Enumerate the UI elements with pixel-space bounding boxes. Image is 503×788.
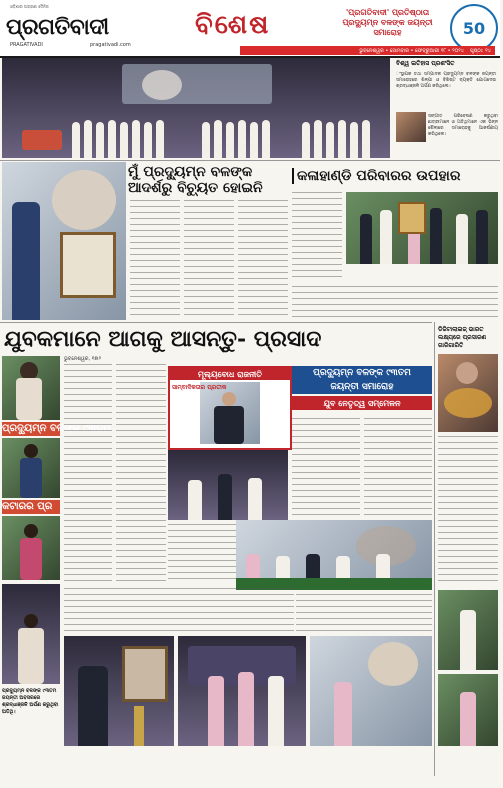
divider xyxy=(434,322,435,788)
lamp-lighting-photo xyxy=(64,636,174,746)
story3-body-col7 xyxy=(296,594,432,632)
logo-subtitle: PRAGATIVADI xyxy=(10,42,43,48)
award-photo xyxy=(346,192,498,264)
portrait-dance-photo xyxy=(310,636,432,746)
bottom-left-caption: ପ୍ରଦ୍ୟୁମ୍ନ ବଳଙ୍କ ୯୩ତମ ଜୟନ୍ତୀ ଅବସରରେ ଶ୍ରଦ୍ଧାଞ୍ଜଳି ଅର୍ପଣ କରୁଥିବା ଅତିଥି। xyxy=(2,688,59,715)
flower-speaker-photo xyxy=(2,356,60,420)
divider xyxy=(0,160,500,161)
masthead-tagline: ଓଡ଼ିଶାର ଅଗ୍ରଣୀ ଦୈନିକ xyxy=(10,4,49,9)
stage-banner: ପ୍ରଦ୍ୟୁମ୍ନ ବଳଙ୍କ ୯୩ତମ xyxy=(2,423,111,434)
dateline-bar xyxy=(240,46,495,55)
guest-portrait xyxy=(396,112,426,142)
sidebar-photo-3 xyxy=(438,674,498,746)
divider xyxy=(0,322,432,323)
value-box-subtitle: ସାମ୍ବାଦିକତାର ପ୍ରତୀକ xyxy=(172,384,227,391)
sidebar-photo-2 xyxy=(438,590,498,670)
top-right-title: ବିଶ୍ୱ ଇତିହାସ ପ୍ରଶଂସିତ xyxy=(396,60,455,67)
story3-body-col2 xyxy=(116,364,166,584)
dateline-date: ଭୁବନେଶ୍ୱର • ସୋମବାର • ଫେବ୍ରୁଆରୀ ୧୮ • ୨୦୨୪ xyxy=(359,47,464,54)
sidebar-body xyxy=(438,436,498,586)
story3-body-col6 xyxy=(64,588,294,632)
top-right-body: ଂସ୍ଥାପକ ତଥା ସମ୍ପାଦକ ପ୍ରଦ୍ୟୁମ୍ନ ବଳଙ୍କ ଜୟନ୍ତୀ ସମାରୋହରେ ଶିଳ୍ପୀ ଓ ବିଶିଷ୍ଟ ବ୍ୟକ୍ତି ଯୋଗଦେଇ ଶ୍ରଦ୍ଧାଞ୍ଜଳି ଅର୍ପଣ କରିଥିଲେ। xyxy=(396,72,496,89)
jayanti-box-line1: ପ୍ରଦ୍ୟୁମ୍ନ ବଳଙ୍କ ୯୩ତମ xyxy=(292,366,432,380)
microphone-speaker-photo xyxy=(2,516,60,580)
top-right-caption: ସଙ୍ଗୀତ ପରିବେଷଣ କରୁଥିବା ଛାତ୍ରୀମାନେ ଓ ଅତିଥିମାନେ ଏକ ଭିନ୍ନ ଶୈଳୀରେ ସମାରୋହକୁ ଆକର୍ଷଣୀୟ କରିଥିଲେ। xyxy=(428,114,498,137)
sidebar-portrait-photo xyxy=(438,354,498,432)
story1-body-col2 xyxy=(184,200,234,318)
choir-photo xyxy=(2,58,390,158)
female-speaker-photo xyxy=(2,438,60,498)
value-box-title: ମୂଲ୍ୟବୋଧ ରାଜନୀତି xyxy=(170,368,290,380)
story1-headline-line1: ମୁଁ ପ୍ରଦ୍ୟୁମ୍ନ ବଳଙ୍କ xyxy=(128,164,253,180)
anniversary-badge: 50 xyxy=(450,4,498,52)
stage-banner-2: କଟାରର ପ୍ର xyxy=(2,500,60,514)
story1-headline xyxy=(128,164,288,196)
story3-body-col1 xyxy=(64,364,112,584)
jayanti-box-line3: ଯୁବ ନେତୃତ୍ୱ ସମ୍ମେଳନ xyxy=(292,396,432,410)
story3-headline: ଯୁବକମାନେ ଆଗକୁ ଆସନ୍ତୁ- ପ୍ରସାଦ xyxy=(4,326,322,352)
speaker-photo xyxy=(2,162,126,320)
story2-headline: କଳାହାଣ୍ଡି ପରିବାରର ଉପହାର xyxy=(292,168,503,184)
story1-body-col1 xyxy=(130,200,180,318)
page-number: ପୃଷ୍ଠା: ୧୪ xyxy=(470,47,491,54)
audience-photo xyxy=(168,450,288,520)
story1-headline-line2: ଆଦର୍ଶରୁ ବିଚ୍ୟୁତ ହୋଇନି xyxy=(128,180,263,196)
lower-left-photo xyxy=(2,584,60,684)
jayanti-box-line2: ଜୟନ୍ତୀ ସମାରୋହ xyxy=(292,380,432,394)
newspaper-logo[interactable]: ପ୍ରଗତିବାଦୀ xyxy=(6,14,109,40)
value-box xyxy=(168,366,292,450)
story1-body-col3 xyxy=(238,200,288,318)
story2-body-col1 xyxy=(292,192,342,282)
dance-performance-photo xyxy=(178,636,306,746)
promo-text: 'ପ୍ରଗତିବାଦୀ' ପ୍ରତିଷ୍ଠାତା ପ୍ରଦ୍ୟୁମ୍ନ ବଳଙ୍କ ଜୟନ୍ତୀ ସମାରୋହ xyxy=(342,8,433,37)
jayanti-box xyxy=(292,366,432,414)
website-text: pragativadi.com xyxy=(90,42,131,48)
section-title: ବିଶେଷ xyxy=(195,10,271,40)
stage-guests-photo xyxy=(236,520,432,590)
sidebar-headline: ଡିଜିଟାଲାଇଜ୍ ଭାରତ ଲକ୍ଷ୍ୟରେ ପ୍ରସାରଣ ଗାରିଗାରିତି xyxy=(438,326,487,349)
story2-body-col2 xyxy=(292,286,498,318)
registration-marks xyxy=(0,776,500,788)
byline: ଭୁବନେଶ୍ୱର, ୧୭ା୨ xyxy=(64,356,102,362)
